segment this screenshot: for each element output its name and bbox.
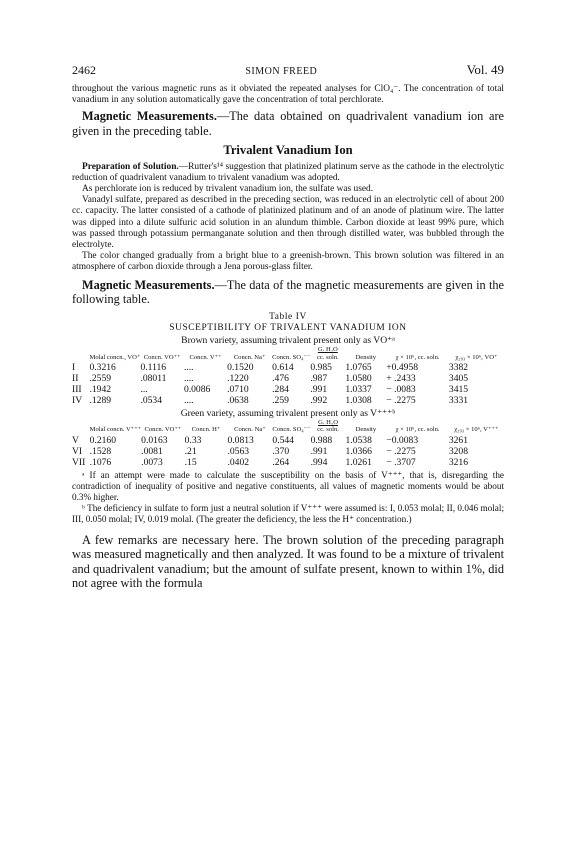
table-cell: .0402 xyxy=(227,456,250,468)
table-row xyxy=(72,362,504,373)
header-cell: Concn. SO₄⁻⁻ xyxy=(272,426,311,434)
table-cell: 0.33 xyxy=(184,434,202,446)
table-cell: 1.0261 xyxy=(345,456,372,468)
table-row xyxy=(72,395,504,406)
header-cell: χ × 10⁶, cc. soln. xyxy=(395,353,440,361)
h2o-sub-label: cc. soln. xyxy=(316,353,339,361)
table-cell: 3382 xyxy=(448,361,469,373)
table-cell: ... xyxy=(140,383,148,395)
table-cell: .264 xyxy=(272,456,290,468)
table-cell: − .2275 xyxy=(386,445,416,457)
table-cell: .1076 xyxy=(89,456,112,468)
table-cell: 3331 xyxy=(448,394,469,406)
table-label: Table IV xyxy=(269,311,307,322)
table-cell: 3415 xyxy=(448,383,469,395)
table-cell: VI xyxy=(72,445,83,457)
footnote-b: ᵇ The deficiency in sulfate to form just a neutral solution if V⁺⁺⁺ were assumed is: I, 0.053 molal; II, 0.046 molal; III, 0.050 molal; IV, 0.019 molal. (The greater the deficiency, the less the H⁺ concentration.) xyxy=(72,502,504,524)
h2o-sub-label: cc. soln. xyxy=(317,426,339,434)
table-cell: 1.0337 xyxy=(345,383,372,395)
table-cell: 1.0308 xyxy=(345,394,372,406)
header-cell: Concn. Na⁺ xyxy=(234,426,266,434)
table-cell: .1289 xyxy=(89,394,112,406)
table-cell: 0.985 xyxy=(310,361,332,373)
table-caption: SUSCEPTIBILITY OF TRIVALENT VANADIUM ION xyxy=(169,323,407,334)
table-cell: IV xyxy=(72,394,83,406)
table-cell: 3405 xyxy=(448,372,469,384)
table-cell: 3261 xyxy=(448,434,468,446)
table-cell: 0.0813 xyxy=(227,434,254,446)
table-cell: .... xyxy=(183,372,194,384)
table-cell: .08011 xyxy=(140,372,167,384)
table-cell: .0534 xyxy=(140,394,163,406)
brown-header-row xyxy=(72,346,504,361)
closing-paragraph: A few remarks are necessary here. The brown solution of the preceding paragraph was measured magnetically and then analyzed. It was found to be a mixture of trivalent and quadrivalent vanadium; but the amount of sulfate present, known to within 1%, did not agree with the formula xyxy=(72,532,504,591)
table-cell: .991 xyxy=(310,383,328,395)
green-subtitle: Green variety, assuming trivalent present only as V⁺⁺⁺ᵇ xyxy=(180,407,396,419)
preparation-paragraph-3: Vanadyl sulfate, prepared as described in the preceding section, was reduced in an electrolytic cell of about 200 cc. capacity. The latter consisted of a cathode of platinized platinum and of an anode of platinum wire. The latter was dipped into a dilute sulfuric acid solution in an alundum thimble. Carbon dioxide at least 99% pure, which was passed through potassium permanganate solution and then through distilled water, was bubbled through the electrolyte. xyxy=(72,195,504,251)
table-cell: .476 xyxy=(272,372,289,384)
table-cell: .994 xyxy=(310,456,328,468)
magnetic-measurements-paragraph-2 xyxy=(72,278,504,307)
header-cell: χ₂₉₃ × 10⁶, V⁺⁺⁺ xyxy=(454,426,499,434)
green-header-row xyxy=(72,419,504,434)
magnetic-text-1: —The data obtained on quadrivalent vanadium ion are given in the preceding table. xyxy=(72,109,504,138)
table-cell: .... xyxy=(183,394,194,406)
header-cell: Concn. VO⁺⁺ xyxy=(143,353,181,361)
table-row xyxy=(72,435,504,446)
section-title: Trivalent Vanadium Ion xyxy=(223,142,353,157)
table-cell: .... xyxy=(183,361,194,373)
table-cell: 0.1116 xyxy=(140,361,167,373)
header-cell: Concn. V⁺⁺ xyxy=(189,353,222,361)
table-cell: 1.0366 xyxy=(345,445,372,457)
header-cell: Molal concn. V⁺⁺⁺ xyxy=(89,426,142,434)
header-cell: Concn. Na⁺ xyxy=(233,353,266,361)
table-cell: 1.0538 xyxy=(345,434,372,446)
table-cell: .0081 xyxy=(141,445,163,457)
header-cell xyxy=(72,346,89,361)
table-cell: .0710 xyxy=(227,383,249,395)
table-cell: 3216 xyxy=(448,456,468,468)
h2o-label: G. H₂O xyxy=(317,346,338,354)
header-cell: χ × 10⁶, cc. soln. xyxy=(395,426,440,434)
table-cell: .992 xyxy=(310,394,328,406)
table-cell: .1942 xyxy=(89,383,112,395)
table-cell: 1.0765 xyxy=(345,361,372,373)
table-cell: .0563 xyxy=(227,445,250,457)
magnetic-heading-2: Magnetic Measurements. xyxy=(82,277,215,292)
table-row xyxy=(72,457,504,468)
table-cell: 1.0580 xyxy=(345,372,372,384)
header-cell: Concn. SO₄⁻⁻ xyxy=(272,353,311,361)
magnetic-heading-1: Magnetic Measurements. xyxy=(82,109,217,124)
table-row xyxy=(72,446,504,457)
header-cell: Density xyxy=(355,353,377,361)
intro-paragraph: throughout the various magnetic runs as it obviated the repeated analyses for ClO₄⁻. The concentration of total vanadium in any solution automatically gave the concentration of total perchlorate. xyxy=(72,84,504,106)
h2o-label: G. H₂O xyxy=(318,419,338,427)
header-cell xyxy=(72,419,90,434)
header-cell: Molal concn., VO⁺ xyxy=(89,353,141,361)
footnote-a: ᵃ If an attempt were made to calculate the susceptibility on the basis of V⁺⁺⁺, that is, disregarding the contradiction of inequality of positive and negative constituents, all values of magnetic moments would be about 0.3% higher. xyxy=(72,469,504,502)
table-cell: .259 xyxy=(272,394,289,406)
magnetic-measurements-paragraph-1 xyxy=(72,109,504,138)
table-cell: +0.4958 xyxy=(386,361,419,373)
green-table xyxy=(72,419,504,467)
page-number: 2462 xyxy=(72,63,96,77)
header-cell: Concn. VO⁺⁺ xyxy=(144,426,182,434)
preparation-heading: Preparation of Solution. xyxy=(82,161,179,172)
preparation-paragraph xyxy=(72,162,504,184)
table-cell: −0.0083 xyxy=(386,434,419,446)
preparation-text: —Rutter's¹⁴ suggestion that platinized platinum serve as the cathode in the electrolytic reduction of quadrivalent vanadium to trivalent vanadium was adopted. xyxy=(72,161,504,183)
table-cell: 0.1520 xyxy=(227,361,254,373)
table-cell: − .2275 xyxy=(386,394,416,406)
table-cell: 0.544 xyxy=(272,434,294,446)
magnetic-text-2: —The data of the magnetic measurements are given in the following table. xyxy=(72,277,504,307)
table-cell: .0638 xyxy=(227,394,249,406)
running-header xyxy=(72,62,504,80)
volume-label: Vol. 49 xyxy=(466,62,504,77)
table-cell: .21 xyxy=(184,445,197,457)
running-head-author: SIMON FREED xyxy=(245,66,318,77)
table-cell: I xyxy=(72,361,76,373)
header-cell: χ₂₉₃ × 10⁶, VO⁺ xyxy=(455,353,498,361)
table-cell: V xyxy=(72,434,79,446)
header-cell-h2o xyxy=(310,346,345,361)
table-cell: .0073 xyxy=(141,456,163,468)
table-cell: 0.0086 xyxy=(183,383,211,395)
table-cell: 0.3216 xyxy=(89,361,116,373)
table-cell: .1220 xyxy=(227,372,249,384)
table-cell: .1528 xyxy=(89,445,112,457)
table-cell: 0.0163 xyxy=(141,434,168,446)
table-cell: 0.988 xyxy=(310,434,333,446)
table-cell: 3208 xyxy=(448,445,468,457)
table-cell: .284 xyxy=(272,383,289,395)
table-cell: .987 xyxy=(310,372,328,384)
table-cell: .2559 xyxy=(89,372,112,384)
table-cell: .15 xyxy=(184,456,197,468)
header-cell-h2o xyxy=(311,419,346,434)
table-row xyxy=(72,384,504,395)
table-cell: − .0083 xyxy=(386,383,416,395)
brown-table xyxy=(72,346,504,405)
header-cell: Density xyxy=(355,426,377,434)
table-cell: VII xyxy=(72,456,86,468)
preparation-paragraph-2: As perchlorate ion is reduced by trivalent vanadium ion, the sulfate was used. xyxy=(82,184,374,194)
preparation-paragraph-4: The color changed gradually from a bright blue to a greenish-brown. This brown solution was filtered in an atmosphere of carbon dioxide through a Jena porous-glass filter. xyxy=(72,251,504,273)
journal-page xyxy=(72,62,504,591)
table-cell: 0.614 xyxy=(272,361,294,373)
table-cell: .370 xyxy=(272,445,290,457)
table-cell: II xyxy=(72,372,79,384)
table-cell: − .3707 xyxy=(386,456,416,468)
table-cell: III xyxy=(72,383,82,395)
table-cell: .991 xyxy=(310,445,328,457)
header-cell: Concn. H⁺ xyxy=(191,426,221,434)
table-cell: + .2433 xyxy=(386,372,416,384)
brown-subtitle: Brown variety, assuming trivalent present only as VO⁺ᵃ xyxy=(181,334,395,346)
table-row xyxy=(72,373,504,384)
table-cell: 0.2160 xyxy=(89,434,117,446)
